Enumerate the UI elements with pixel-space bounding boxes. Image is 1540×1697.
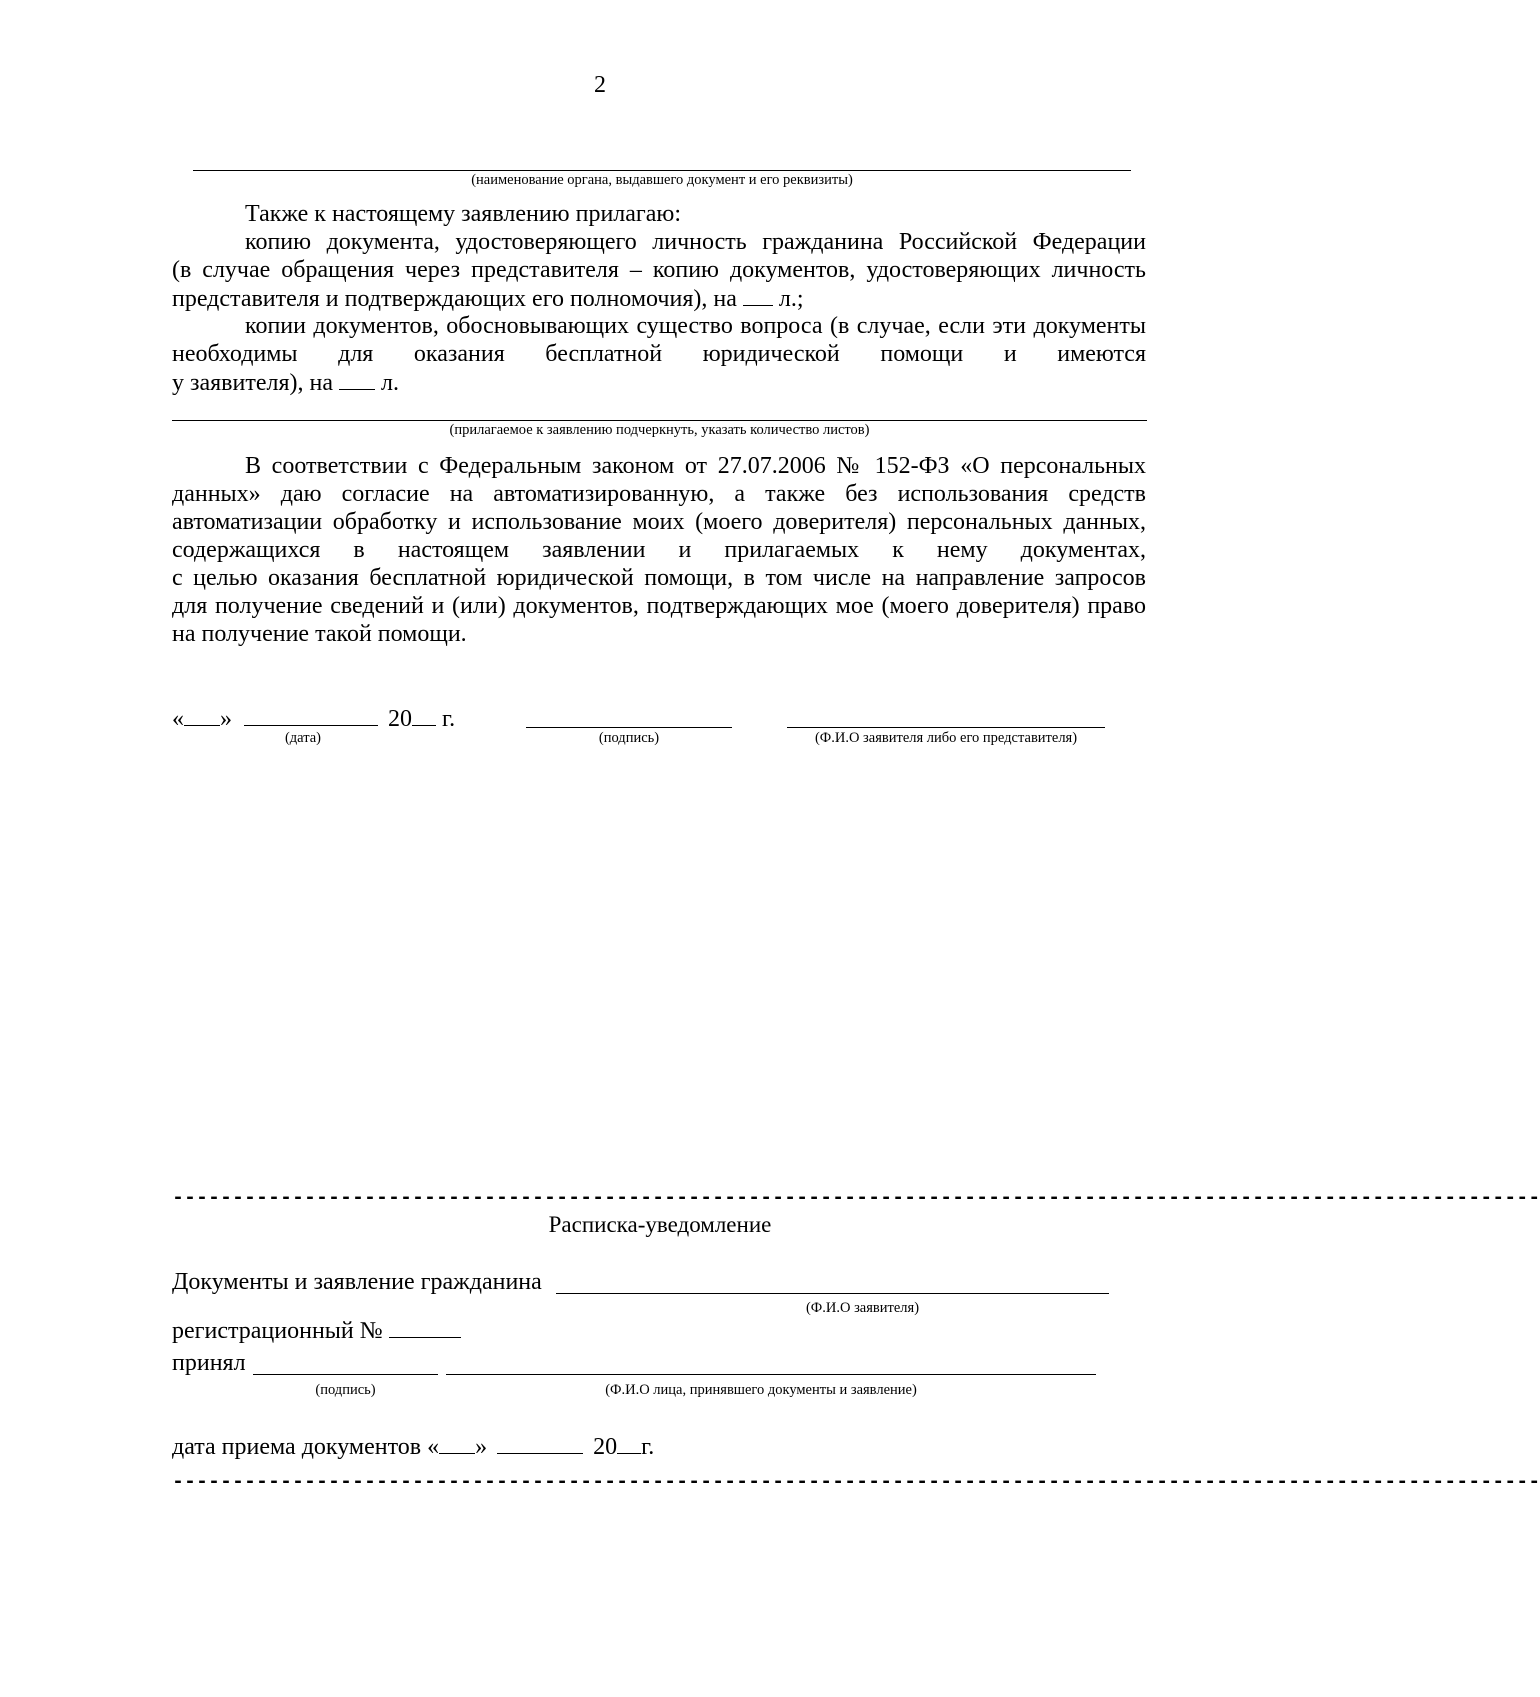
attachment-2-line-1: копии документов, обосновывающих существо вопроса (в случае, если эти документы	[245, 313, 1146, 339]
attachment-1-line-1: копию документа, удостоверяющего личность гражданина Российской Федерации	[245, 229, 1146, 255]
attachment-1-line-2: (в случае обращения через представителя – копию документов, удостоверяющих личность	[172, 257, 1146, 283]
attachment-1-pages-field[interactable]	[743, 285, 773, 306]
receipt-applicant-caption: (Ф.И.О заявителя)	[805, 1300, 920, 1316]
year-suffix: г.	[442, 706, 456, 732]
attachment-1-suffix: л.;	[778, 286, 804, 312]
issuer-caption: (наименование органа, выдавшего документ и его реквизиты)	[471, 172, 853, 188]
receipt-bottom-separator: ------------------------------------------------------------------------------------------------------------------	[172, 1471, 1540, 1494]
receipt-year-prefix: 20	[593, 1434, 618, 1460]
consent-line-7: на получение такой помощи.	[172, 621, 467, 647]
consent-line-4: содержащихся в настоящем заявлении и прилагаемых к нему документах,	[172, 537, 1146, 563]
consent-line-3: автоматизации обработку и использование моих (моего доверителя) персональных данных,	[172, 509, 1146, 535]
receipt-signature-line[interactable]	[253, 1374, 438, 1375]
applicant-name-caption: (Ф.И.О заявителя либо его представителя)	[814, 730, 1078, 746]
receipt-accepter-caption: (Ф.И.О лица, принявшего документы и заявление)	[605, 1382, 917, 1398]
receipt-date-label: дата приема документов «	[172, 1434, 440, 1460]
attachment-2-pages-field[interactable]	[339, 369, 375, 390]
receipt-month-field[interactable]	[497, 1433, 583, 1454]
page-number: 2	[594, 72, 606, 98]
receipt-accepter-line[interactable]	[446, 1374, 1096, 1375]
year-prefix: 20	[388, 706, 412, 732]
consent-line-1: В соответствии с Федеральным законом от 27.07.2006 № 152-ФЗ «О персональных	[245, 453, 1146, 479]
receipt-date-row	[172, 1433, 654, 1462]
attachment-2-line-2: необходимы для оказания бесплатной юридической помощи и имеются	[172, 341, 1146, 367]
signature-line[interactable]	[526, 727, 732, 728]
receipt-reg-row	[172, 1317, 461, 1346]
receipt-documents-label: Документы и заявление гражданина	[172, 1269, 542, 1295]
signature-caption: (подпись)	[598, 730, 660, 746]
close-quote: »	[220, 706, 232, 732]
year-field[interactable]	[412, 705, 436, 726]
receipt-year-suffix: г.	[641, 1434, 655, 1460]
receipt-applicant-line[interactable]	[556, 1293, 1109, 1294]
open-quote: «	[172, 706, 184, 732]
receipt-year-field[interactable]	[617, 1433, 641, 1454]
issuer-line	[193, 170, 1131, 171]
attachment-2-suffix: л.	[381, 370, 399, 396]
attachment-2-line-3	[172, 369, 399, 398]
attachments-caption: (прилагаемое к заявлению подчеркнуть, указать количество листов)	[449, 422, 870, 438]
attachments-line	[172, 420, 1147, 421]
attachments-intro: Также к настоящему заявлению прилагаю:	[245, 201, 682, 227]
receipt-day-field[interactable]	[439, 1433, 475, 1454]
date-field[interactable]	[244, 705, 378, 726]
consent-line-2: данных» даю согласие на автоматизированную, а также без использования средств	[172, 481, 1146, 507]
attachment-1-line-3	[172, 285, 804, 314]
date-caption: (дата)	[284, 730, 322, 746]
reg-label: регистрационный №	[172, 1318, 383, 1344]
attachment-2-text: у заявителя), на	[172, 370, 333, 396]
receipt-accepted-label: принял	[172, 1350, 246, 1376]
consent-line-5: с целью оказания бесплатной юридической помощи, в том числе на направление запросов	[172, 565, 1146, 591]
applicant-name-line[interactable]	[787, 727, 1105, 728]
receipt-top-separator: ------------------------------------------------------------------------------------------------------------------	[172, 1187, 1540, 1210]
consent-line-6: для получение сведений и (или) документов, подтверждающих мое (моего доверителя) право	[172, 593, 1146, 619]
day-field[interactable]	[184, 705, 220, 726]
receipt-close-quote: »	[475, 1434, 488, 1460]
receipt-signature-caption: (подпись)	[315, 1382, 376, 1398]
reg-number-field[interactable]	[389, 1317, 461, 1338]
attachment-1-text: представителя и подтверждающих его полномочия), на	[172, 286, 737, 312]
receipt-title: Расписка-уведомление	[548, 1212, 772, 1237]
